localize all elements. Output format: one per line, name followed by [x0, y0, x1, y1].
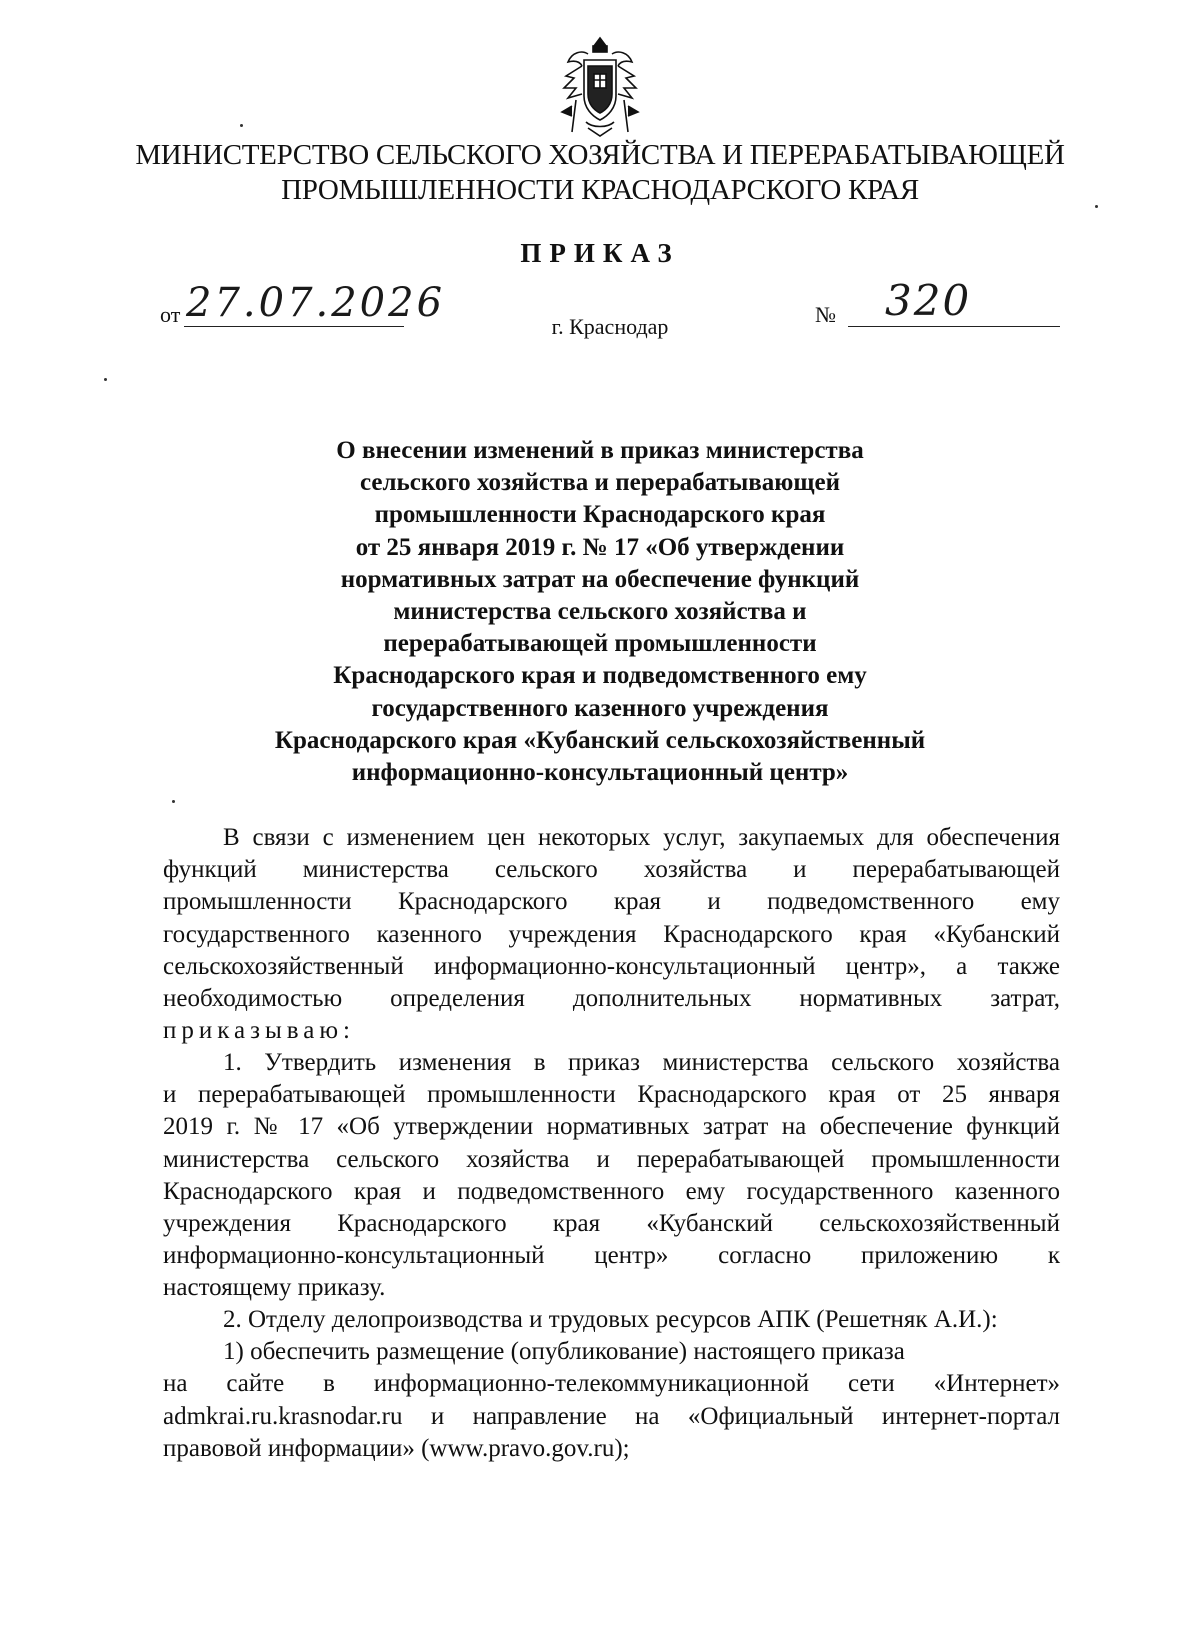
order-date-handwritten: 27.07.2026 [186, 280, 446, 326]
document-title: ПРИКАЗ [520, 238, 680, 268]
order-item-1 [163, 1047, 1060, 1305]
scan-speck [172, 800, 175, 803]
scan-speck [240, 124, 243, 127]
krasnodar-krai-coat-of-arms-icon [558, 36, 642, 140]
order-item-2 [163, 1304, 1060, 1465]
item1-line: 1. Утвердить изменения в приказ министерства сельского хозяйства [223, 1049, 1060, 1076]
item1-line: министерства сельского хозяйства и перерабатывающей промышленности [163, 1145, 1060, 1173]
subject-line: перерабатывающей промышленности [383, 630, 817, 658]
subject-line: Краснодарского края и подведомственного ему [333, 662, 867, 690]
order-subject [200, 435, 1000, 789]
order-number-handwritten: 320 [885, 276, 972, 325]
item1-line: Краснодарского края и подведомственного ему государственного казенного [163, 1177, 1060, 1205]
item1-line: информационно-консультационный центр» согласно приложению к [163, 1242, 1060, 1270]
item1-line: и перерабатывающей промышленности Краснодарского края от 25 января [163, 1081, 1060, 1109]
subject-line: информационно-консультационный центр» [351, 759, 849, 787]
preamble-line: функций министерства сельского хозяйства и перерабатывающей [163, 856, 1060, 884]
date-prefix: от [160, 302, 181, 327]
preamble-paragraph [163, 822, 1060, 1047]
scan-speck [1095, 205, 1098, 208]
ministry-name-line-2: ПРОМЫШЛЕННОСТИ КРАСНОДАРСКОГО КРАЯ [281, 174, 919, 206]
subject-line: министерства сельского хозяйства и [393, 598, 807, 626]
item2-line: правовой информации» (www.pravo.gov.ru); [163, 1434, 630, 1462]
issue-city: г. Краснодар [551, 314, 669, 339]
item2-line: 2. Отделу делопроизводства и трудовых ресурсов АПК (Решетняк А.И.): [223, 1306, 998, 1333]
item1-line: учреждения Краснодарского края «Кубанский сельскохозяйственный [163, 1210, 1060, 1238]
subject-line: нормативных затрат на обеспечение функций [340, 565, 860, 593]
ministry-name-line-1: МИНИСТЕРСТВО СЕЛЬСКОГО ХОЗЯЙСТВА И ПЕРЕРАБАТЫВАЮЩЕЙ [135, 139, 1065, 171]
order-verb: приказываю: [163, 1017, 355, 1045]
subject-line: промышленности Краснодарского края [374, 501, 826, 529]
subject-line: государственного казенного учреждения [371, 694, 829, 722]
preamble-line: В связи с изменением цен некоторых услуг, закупаемых для обеспечения [223, 824, 1060, 851]
number-prefix: № [815, 302, 836, 327]
preamble-line: сельскохозяйственный информационно-консультационный центр», а также [163, 952, 1060, 980]
subject-line: О внесении изменений в приказ министерства [336, 437, 864, 464]
item1-line: 2019 г. № 17 «Об утверждении нормативных затрат на обеспечение функций [163, 1113, 1060, 1141]
item2-line: admkrai.ru.krasnodar.ru и направление на «Официальный интернет-портал [163, 1402, 1060, 1430]
item2-line: 1) обеспечить размещение (опубликование) настоящего приказа [223, 1338, 905, 1366]
scan-speck [104, 378, 107, 381]
item1-line: настоящему приказу. [163, 1274, 386, 1302]
subject-line: Краснодарского края «Кубанский сельскохозяйственный [274, 726, 926, 754]
item2-line: на сайте в информационно-телекоммуникационной сети «Интернет» [163, 1370, 1060, 1398]
preamble-line: необходимостью определения дополнительных нормативных затрат, [163, 985, 1060, 1013]
subject-line: от 25 января 2019 г. № 17 «Об утверждении [355, 533, 845, 561]
preamble-line: государственного казенного учреждения Краснодарского края «Кубанский [163, 920, 1060, 948]
preamble-line: промышленности Краснодарского края и подведомственного ему [163, 888, 1060, 916]
subject-line: сельского хозяйства и перерабатывающей [360, 469, 840, 497]
